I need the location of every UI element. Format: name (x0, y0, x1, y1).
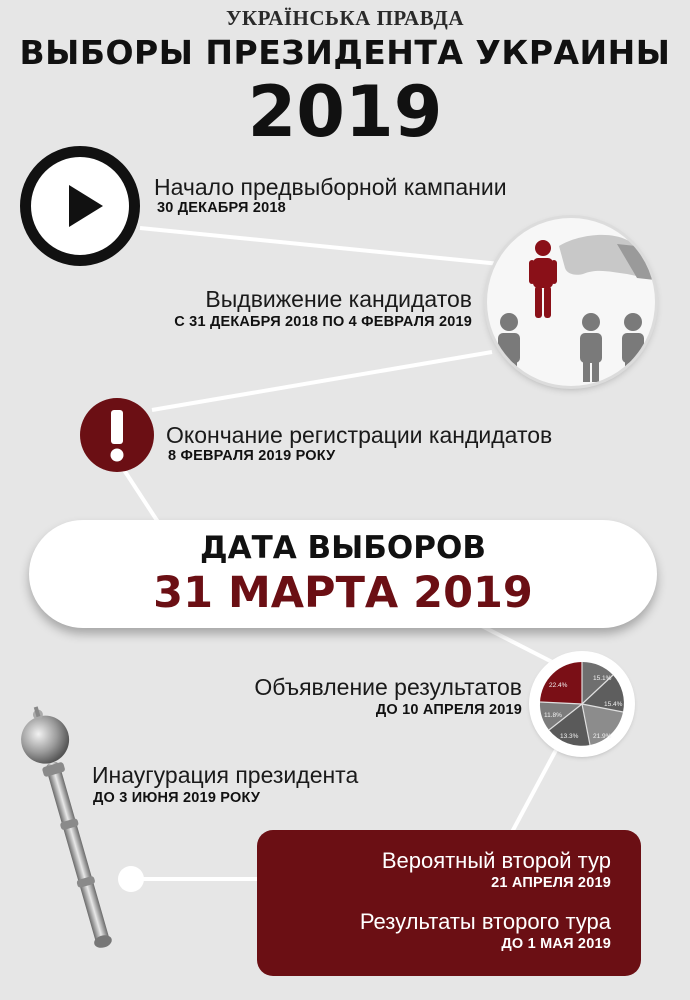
pie-label: 13.3% (560, 733, 579, 740)
pie-label: 15.1% (593, 675, 612, 682)
mace-icon (16, 700, 126, 960)
pie-chart-icon (532, 654, 632, 754)
page-title: ВЫБОРЫ ПРЕЗИДЕНТА УКРАИНЫ (19, 33, 671, 72)
pie-label: 15.4% (604, 701, 623, 708)
election-day-label: ДАТА ВЫБОРОВ (200, 530, 486, 566)
registration-end-title: Окончание регистрации кандидатов (166, 422, 553, 448)
exclamation-icon (80, 398, 154, 472)
second-round-box (257, 830, 641, 976)
results-date: ДО 10 АПРЕЛЯ 2019 (375, 702, 522, 718)
campaign-start-title: Начало предвыборной кампании (154, 174, 507, 200)
second-round-results-title: Результаты второго тура (359, 909, 611, 934)
pie-label: 11.8% (544, 712, 562, 719)
nomination-date: С 31 ДЕКАБРЯ 2018 ПО 4 ФЕВРАЛЯ 2019 (174, 314, 472, 330)
second-round-date: 21 АПРЕЛЯ 2019 (491, 875, 611, 891)
candidates-hand-icon (487, 218, 655, 386)
election-day-box (29, 520, 657, 628)
registration-end-date: 8 ФЕВРАЛЯ 2019 РОКУ (168, 448, 336, 464)
play-icon (20, 146, 140, 266)
second-round-title: Вероятный второй тур (381, 848, 611, 873)
pie-label: 22.4% (549, 682, 568, 689)
timeline-dot (118, 866, 144, 892)
pie-label: 21.9% (593, 733, 612, 740)
nomination-title: Выдвижение кандидатов (205, 286, 472, 312)
page-year: 2019 (247, 71, 443, 153)
brand-logo: УКРАЇНСЬКА ПРАВДА (225, 6, 465, 30)
second-round-results-date: ДО 1 МАЯ 2019 (501, 936, 611, 952)
inauguration-date: ДО 3 ИЮНЯ 2019 РОКУ (93, 790, 261, 806)
results-title: Объявление результатов (254, 674, 522, 700)
election-day-date: 31 МАРТА 2019 (153, 568, 533, 618)
campaign-start-date: 30 ДЕКАБРЯ 2018 (157, 200, 286, 216)
inauguration-title: Инаугурация президента (92, 762, 359, 788)
